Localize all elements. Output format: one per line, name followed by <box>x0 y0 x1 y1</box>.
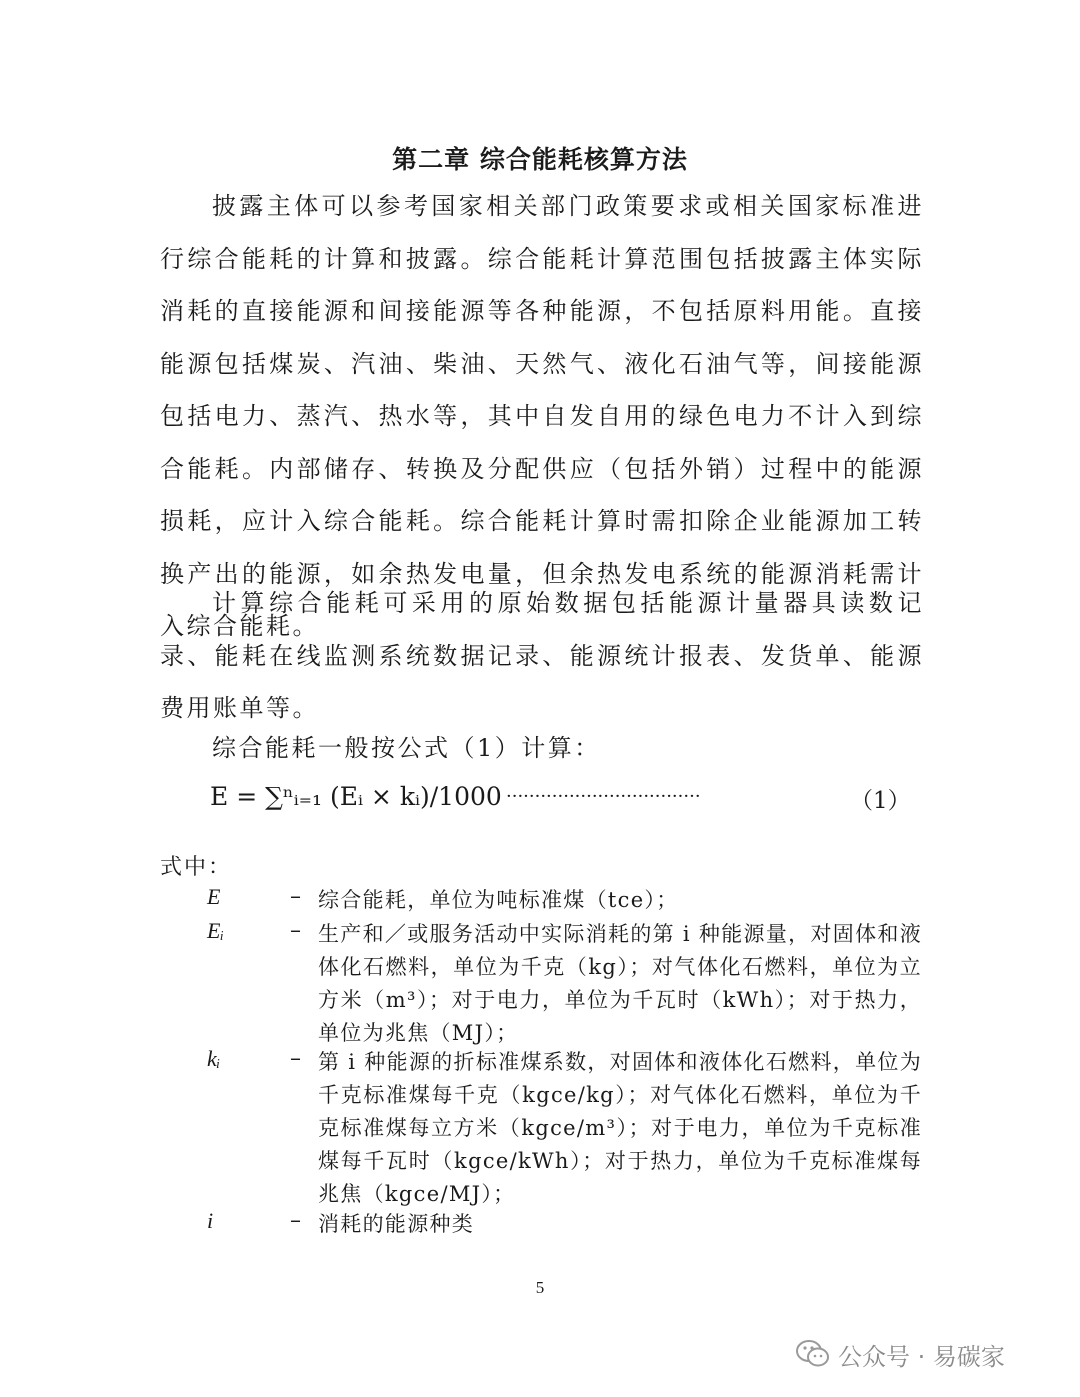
formula <box>210 782 910 822</box>
formula-expression: E = ∑ⁿᵢ₌₁ (Eᵢ × kᵢ)/1000 <box>210 782 502 811</box>
watermark <box>796 1336 1005 1372</box>
chapter-title: 第二章 综合能耗核算方法 <box>392 145 688 174</box>
paragraph-scope: 披露主体可以参考国家相关部门政策要求或相关国家标准进行综合能耗的计算和披露。综合能耗计算范围包括披露主体实际消耗的直接能源和间接能源等各种能源，不包括原料用能。直接能源包括煤炭、汽油、柴油、天然气、液化石油气等，间接能源包括电力、蒸汽、热水等，其中自发自用的绿色电力不计入到综合能耗。内部储存、转换及分配供应（包括外销）过程中的能源损耗，应计入综合能耗。综合能耗计算时需扣除企业能源加工转换产出的能源，如余热发电量，但余热发电系统的能源消耗需计入综合能耗。 <box>160 192 924 640</box>
definition-text: 第 i 种能源的折标准煤系数，对固体和液体化石燃料，单位为千克标准煤每千克（kgce/kg）；对气体化石燃料，单位为千克标准煤每立方米（kgce/m³）；对于电力，单位为千克标准煤每千瓦时（kgce/kWh）；对于热力，单位为千克标准煤每兆焦（kgce/MJ）； <box>318 1050 922 1206</box>
paragraph-data-sources: 计算综合能耗可采用的原始数据包括能源计量器具读数记录、能耗在线监测系统数据记录、能源统计报表、发货单、能源费用账单等。 <box>160 589 924 722</box>
definition-text: 综合能耗，单位为吨标准煤（tce）； <box>318 888 679 912</box>
formula-number: （1） <box>850 788 911 814</box>
paragraph-formula-intro: 综合能耗一般按公式（1）计算： <box>212 734 601 762</box>
formula-leader-dots: ·································· <box>506 786 701 807</box>
definition-symbol: i <box>207 1208 214 1233</box>
definition-symbol: kᵢ <box>207 1046 221 1071</box>
wechat-icon <box>796 1339 830 1369</box>
watermark-text: 公众号 · 易碳家 <box>838 1342 1005 1371</box>
definition-text: 消耗的能源种类 <box>318 1212 475 1236</box>
definition-dash: – <box>290 1046 301 1071</box>
where-label: 式中： <box>160 855 233 880</box>
definition-dash: – <box>290 918 301 943</box>
definition-dash: – <box>290 884 301 909</box>
definition-symbol: E <box>207 884 221 909</box>
definition-text: 生产和／或服务活动中实际消耗的第 i 种能源量，对固体和液体化石燃料，单位为千克（kg）；对气体化石燃料，单位为立方米（m³）；对于电力，单位为千瓦时（kWh）；对于热力，单位为兆焦（MJ）； <box>318 922 922 1045</box>
page-number: 5 <box>535 1278 545 1297</box>
definition-symbol: Eᵢ <box>207 918 224 943</box>
definition-dash: – <box>290 1208 301 1233</box>
